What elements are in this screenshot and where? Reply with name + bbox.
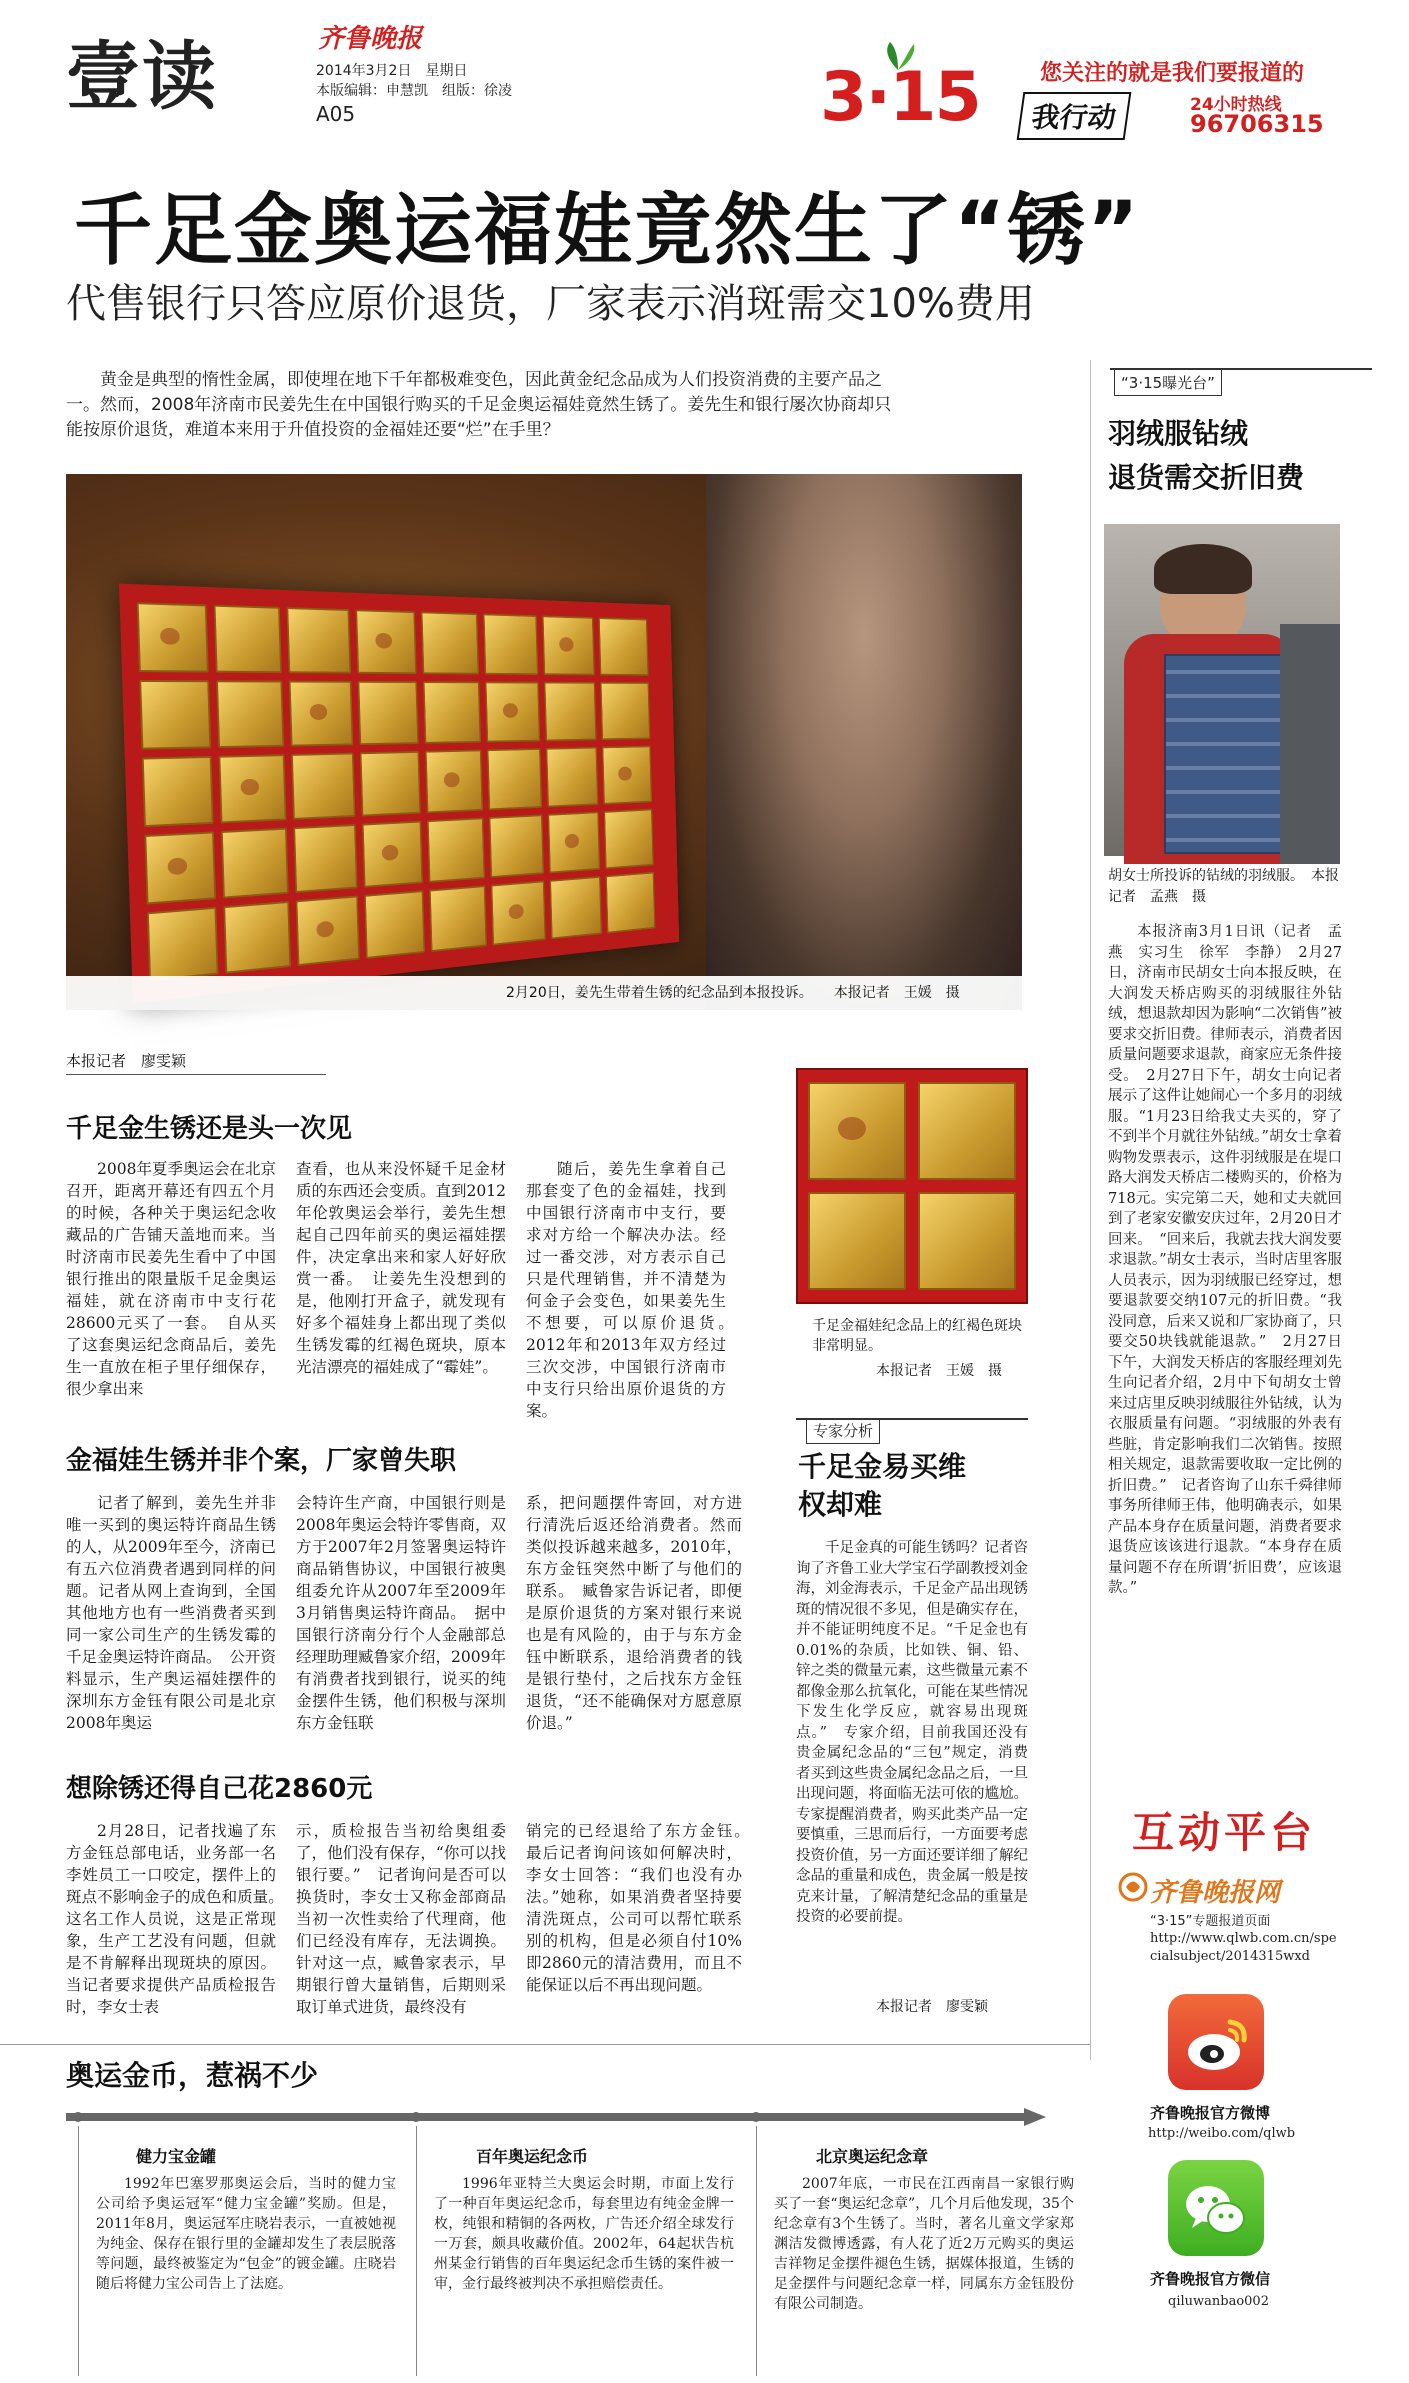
section-1-col-1: 2008年夏季奥运会在北京召开，距离开幕还有四五个月的时候，各种关于奥运纪念收藏品的广告铺天盖地而来。当时济南市民姜先生看中了中国银行推出的限量版千足金奥运福娃，就在济南市中支行花28600元买了一套。 自从买了这套奥运纪念商品后，姜先生一直放在柜子里仔细保存，很少拿出来 xyxy=(66,1160,276,1398)
gold-coin-tile xyxy=(604,809,654,869)
expert-text: 千足金真的可能生锈吗？记者咨询了齐鲁工业大学宝石学副教授刘金海，刘金海表示，千足金产品出现锈斑的情况很不多见，但是确实存在，并不能证明纯度不足。“千足金也有0.01%的杂质，比如铁、铜、铅、锌之类的微量元素，这些微量元素不都像金那么抗氧化，可能在某些情况下发生化学反应，就容易出现斑点。” 专家介绍，目前我国还没有贵金属纪念品的“三包”规定，消费者买到这些贵金属纪念品之后，一旦出现问题，将面临无法可依的尴尬。专家提醒消费者，购买此类产品一定要慎重，三思而后行，一方面要考虑投资价值，另一方面还要详细了解纪念品的重量和成色，贵金属一般是按克来计量，了解清楚纪念品的重量是投资的必要前提。 xyxy=(796,1540,1028,1925)
sidebar-tag: “3·15曝光台” xyxy=(1114,370,1222,396)
gold-coin-tile xyxy=(483,614,538,675)
expert-byline: 本报记者 廖雯颖 xyxy=(876,1999,988,2015)
main-photo xyxy=(66,474,1022,1010)
section-3-col-3: 销完的已经退给了东方金钰。 最后记者询问该如何解决时，李女士回答：“我们也没有办法。”她称，如果消费者坚持要清洗斑点，公司可以帮忙联系别的机构，但是必须自付10%即2860元的清洁费用，而且不能保证以后不再出现问题。 xyxy=(526,1822,758,1994)
hotline-number: 96706315 xyxy=(1190,110,1324,138)
gold-coin-tile xyxy=(423,681,481,743)
badge-number: 3·15 xyxy=(820,58,980,137)
timeline-item-3-heading: 北京奥运纪念章 xyxy=(816,2147,929,2166)
rust-spot xyxy=(309,704,327,719)
gold-coin-tile xyxy=(137,602,209,672)
gold-coin-tile xyxy=(427,817,485,882)
sidebar-title-line-2: 退货需交折旧费 xyxy=(1108,461,1305,494)
section-1-col-3: 随后，姜先生拿着自己那套变了色的金福娃，找到中国银行济南市中支行，要求对方给一个解决办法。经过一番交涉，对方表示自己只是代理销售，并不清楚为何金子会变色，如果姜先生不想要，可以原价退货。 2012年和2013年双方经过三次交涉，中国银行济南市中支行只给出原价退货的方案。 xyxy=(526,1160,742,1420)
gold-coin-tile xyxy=(289,681,353,747)
gold-coin-tile xyxy=(546,747,598,808)
rust-spot xyxy=(167,857,187,874)
section-3-col-1: 2月28日，记者找遍了东方金钰总部电话，业务部一名李姓员工一口咬定，摆件上的斑点不影响金子的成色和质量。 这名工作人员说，这是正常现象，生产工艺没有问题，但就是不肯解释出现斑块的原因。当记者要求提供产品质检报告时，李女士表 xyxy=(66,1822,292,2016)
rust-spot xyxy=(381,845,398,861)
editors-line: 本版编辑：申慧凯 组版：徐凌 xyxy=(316,83,512,99)
timeline-stem-3 xyxy=(756,2126,757,2376)
section-1-title: 千足金生锈还是头一次见 xyxy=(66,1114,353,1144)
gold-coin-tile xyxy=(600,682,650,740)
section-2-title: 金福娃生锈并非个案，厂家曾失职 xyxy=(66,1446,457,1476)
site-name: 齐鲁晚报网 xyxy=(1150,1878,1281,1908)
timeline-item-1-text: 1992年巴塞罗那奥运会后，当时的健力宝公司给予奥运冠军“健力宝金罐”奖励。但是，2011年8月，奥运冠军庄晓岩表示，一直被她视为纯金、保存在银行里的金罐却发生了表层脱落等问题，最终被鉴定为“包金”的镀金罐。庄晓岩随后将健力宝公司告上了法庭。 xyxy=(96,2176,396,2292)
gold-coin-tile xyxy=(296,896,360,967)
gold-coin-tile xyxy=(489,814,544,877)
detail-photo-caption: 千足金福娃纪念品上的红褐色斑块非常明显。 xyxy=(812,1318,1022,1354)
section-title: 壹读 xyxy=(66,34,218,120)
section-2-col-2: 会特许生产商，中国银行则是2008年奥运会特许零售商，双方于2007年2月签署奥运特许商品销售协议，中国银行被奥组委允许从2007年至2009年3月销售奥运特许商品。 据中国银行济南分行个人金融部总经理助理臧鲁家介绍，2009年有消费者找到银行，说买的纯金摆件生锈，他们积极与深圳东方金钰联 xyxy=(296,1494,506,1732)
timeline-item-3-text: 2007年底，一市民在江西南昌一家银行购买了一套“奥运纪念章”，几个月后他发现，35个纪念章有3个生锈了。当时，著名儿童文学家郑渊洁发微博透露，有人花了近2万元购买的奥运吉祥物足金摆件褪色生锈，据媒体报道，生锈的足金摆件与问题纪念章一样，同属东方金钰股份有限公司制造。 xyxy=(774,2176,1074,2312)
gold-coin-tile xyxy=(293,824,357,893)
timeline-title: 奥运金币，惹祸不少 xyxy=(66,2059,319,2092)
gold-coin-tile xyxy=(291,753,355,820)
hotline-label: 24小时热线 xyxy=(1190,95,1282,115)
issue-date: 2014年3月2日 星期日 xyxy=(316,63,468,79)
timeline-item-2-heading: 百年奥运纪念币 xyxy=(476,2147,589,2166)
sidebar-title-line-1: 羽绒服钻绒 xyxy=(1108,417,1249,450)
campaign-action: 我行动 xyxy=(1017,92,1132,140)
section-3-col-2: 示，质检报告当初给奥组委了，他们没有保存，“你可以找银行要。” 记者询问是否可以换货时，李女士又称金部商品当初一次性卖给了代理商，他们已经没有库存，无法调换。针对这一点，臧鲁家表示，早期银行曾大量销售，后期则采取订单式进货，最终没有 xyxy=(296,1822,506,2016)
gold-coin-tile xyxy=(223,901,291,974)
rust-spot xyxy=(240,779,259,795)
weixin-id: qiluwanbao002 xyxy=(1168,2294,1269,2309)
rust-spot xyxy=(375,633,392,648)
weixin-icon[interactable] xyxy=(1168,2160,1264,2256)
gold-coin-tile xyxy=(550,876,602,939)
section-1-col-2: 查看，也从来没怀疑千足金材质的东西还会变质。直到2012年伦敦奥运会举行，姜先生想起自己四年前买的奥运福娃摆件，决定拿出来和家人好好欣赏一番。 让姜先生没想到的是，他刚打开盒子，就发现有好多个福娃身上都出现了类似生锈发霉的红褐色斑块，原本光洁漂亮的福娃成了“霉娃”。 xyxy=(296,1160,506,1376)
rust-spot xyxy=(160,628,180,645)
timeline-item-2-text: 1996年亚特兰大奥运会时期，市面上发行了一种百年奥运纪念币，每套里边有纯金金牌一枚，纯银和精铜的各两枚，广告还介绍全球发行一万套，颇具收藏价值。2002年，64起状告杭州某金行销售的百年奥运纪念币生锈的案件被一审，金行最终被判决不承担赔偿责任。 xyxy=(434,2176,734,2292)
expert-label: 专家分析 xyxy=(806,1418,880,1444)
campaign-slogan: 您关注的就是我们要报道的 xyxy=(1040,61,1305,86)
gold-coin-tile xyxy=(425,750,483,814)
detail-photo xyxy=(796,1068,1028,1304)
headline: 千足金奥运福娃竟然生了“锈” xyxy=(74,186,1141,276)
gold-coin-tile xyxy=(139,680,211,750)
gold-coin-tile xyxy=(144,831,216,904)
detail-coin-grid xyxy=(808,1082,1018,1292)
gold-coin-tile xyxy=(364,890,425,959)
jacket-grey xyxy=(1280,624,1340,864)
gold-coin-tile xyxy=(548,812,600,874)
coin-grid xyxy=(137,602,668,983)
byline-rule xyxy=(66,1074,326,1075)
timeline-stem-2 xyxy=(416,2126,417,2376)
site-desc: “3·15”专题报道页面 xyxy=(1150,1914,1271,1929)
timeline-top-rule xyxy=(0,2044,1090,2045)
rust-spot xyxy=(503,703,519,717)
gold-coin-tile xyxy=(360,751,421,816)
rust-spot xyxy=(443,772,459,787)
paper-logo: 齐鲁晚报 xyxy=(318,24,423,54)
gold-coin-tile xyxy=(214,605,282,673)
gold-coin-tile xyxy=(147,907,219,982)
weibo-icon[interactable] xyxy=(1168,1994,1264,2090)
gold-coin-tile xyxy=(421,612,479,675)
section-2-col-1: 记者了解到，姜先生并非唯一买到的奥运特许商品生锈的人，从2009年至今，济南已有五六位消费者遇到同样的问题。记者从网上查询到，全国其他地方也有一些消费者买到同一家公司生产的生锈发霉的千足金奥运特许商品。 公开资料显示，生产奥运福娃摆件的深圳东方金钰有限公司是北京2008年奥运 xyxy=(66,1494,276,1732)
gold-coin-tile xyxy=(287,607,352,673)
expert-title: 千足金易买维权却难 xyxy=(798,1450,967,1521)
detail-photo-credit: 本报记者 王媛 摄 xyxy=(876,1363,1002,1379)
gold-coin-tile xyxy=(356,609,417,674)
gold-coin-tile xyxy=(602,746,652,805)
woman-hair xyxy=(1154,544,1252,594)
timeline-item-1-heading: 健力宝金罐 xyxy=(136,2147,217,2166)
rust-spot xyxy=(508,904,524,920)
rust-spot xyxy=(559,637,574,651)
masthead xyxy=(0,0,1409,140)
person-silhouette xyxy=(706,474,1022,1010)
interactive-title: 互动平台 xyxy=(1132,1808,1317,1857)
gold-coin-tile xyxy=(216,680,284,748)
section-3-title: 想除锈还得自己花2860元 xyxy=(66,1774,373,1804)
gold-coin-tile xyxy=(219,754,287,823)
gold-coin-tile xyxy=(542,615,595,675)
gold-coin-tile xyxy=(598,617,648,675)
sidebar-text: 本报济南3月1日讯（记者 孟燕 实习生 徐军 李静） 2月27日，济南市民胡女士向本报反映，在大润发天桥店购买的羽绒服往外钻绒，想退款却因为影响“二次销售”被要求交折旧费。律师表示，消费者因质量问题要求退款，商家应无条件接受。 2月27日下午，胡女士向记者展示了这件让她闹心一个多月的羽绒服。“1月23日给我丈夫买的，穿了不到半个月就往外钻绒。”胡女士拿着购物发票表示，这件羽绒服是在堤口路大润发天桥店二楼购买的，价格为718元。实完第二天，她和丈夫就回到了老家安徽安庆过年，2月20日才回来。 “回来后，我就去找大润发要求退款。”胡女士表示，当时店里客服人员表示，因为羽绒服已经穿过，想要退款要交纳107元的折旧费。“我没同意，后来又说和厂家协商了，只要交50块钱就能退款。” 2月27日下午，大润发天桥店的客服经理刘先生向记者介绍，2月中下旬胡女士曾来过店里反映羽绒服往外钻绒，认为衣服质量有问题。“羽绒服的外表有些脏，肯定影响我们二次销售。按照相关规定，退款需要收取一定比例的折旧费。” 记者咨询了山东千舜律师事务所律师王伟，他明确表示，如果产品本身存在质量问题，消费者要求退货应该该进行退款。“本身存在质量问题不存在所谓‘折旧费’，应该退款。” xyxy=(1108,924,1342,1596)
site-url[interactable]: http://www.qlwb.com.cn/specialsubject/2014315wxd xyxy=(1150,1931,1337,1964)
gold-coin-tile xyxy=(808,1192,906,1290)
gold-coin-tile xyxy=(362,821,423,888)
rust-spot xyxy=(618,767,632,781)
weibo-label: 齐鲁晚报官方微博 xyxy=(1150,2104,1271,2122)
gold-coin-tile xyxy=(606,872,656,934)
gold-coin-tile xyxy=(142,756,214,827)
gold-coin-tile xyxy=(358,681,419,745)
campaign-badge xyxy=(820,40,1000,135)
lead-paragraph: 黄金是典型的惰性金属，即使埋在地下千年都极难变色，因此黄金纪念品成为人们投资消费的主要产品之一。然而，2008年济南市民姜先生在中国银行购买的千足金奥运福娃竟然生锈了。姜先生和银行屡次协商却只能按原价退货，难道本来用于升值投资的金福娃还要“烂”在手里？ xyxy=(66,370,892,440)
weixin-label: 齐鲁晚报官方微信 xyxy=(1150,2270,1271,2288)
section-2-col-3: 系，把问题摆件寄回，对方进行清洗后返还给消费者。然而类似投诉越来越多，2010年，东方金钰突然中断了与他们的联系。 臧鲁家告诉记者，即便是原价退货的方案对银行来说也是有风险的，由于与东方金钰中断联系，退给消费者的钱是银行垫付，之后找东方金钰退货，“还不能确保对方愿意原价退。” xyxy=(526,1494,742,1732)
gold-coin-tile xyxy=(429,885,487,952)
subheadline: 代售银行只答应原价退货，厂家表示消斑需交10%费用 xyxy=(66,281,1035,327)
gold-coin-tile xyxy=(808,1082,906,1180)
timeline-stem-1 xyxy=(78,2126,79,2376)
gold-coin-tile xyxy=(487,748,542,810)
sidebar-photo xyxy=(1104,524,1340,856)
rust-spot xyxy=(316,921,334,938)
rust-spot xyxy=(564,834,579,849)
display-board xyxy=(119,584,679,1004)
column-divider xyxy=(1090,360,1091,2060)
rust-spot xyxy=(838,1117,866,1141)
timeline-arrow xyxy=(66,2108,1046,2126)
weibo-url[interactable]: http://weibo.com/qlwb xyxy=(1148,2126,1296,2141)
byline: 本报记者 廖雯颖 xyxy=(66,1052,187,1070)
main-photo-caption: 2月20日，姜先生带着生锈的纪念品到本报投诉。 本报记者 王媛 摄 xyxy=(506,985,960,1001)
gold-coin-tile xyxy=(491,881,546,946)
page-number: A05 xyxy=(316,102,356,126)
site-logo-icon xyxy=(1118,1872,1148,1902)
gold-coin-tile xyxy=(544,682,597,741)
gold-coin-tile xyxy=(918,1192,1016,1290)
gold-coin-tile xyxy=(918,1082,1016,1180)
sidebar-photo-caption: 胡女士所投诉的钻绒的羽绒服。 本报记者 孟燕 摄 xyxy=(1108,868,1339,905)
gold-coin-tile xyxy=(485,682,540,743)
gold-coin-tile xyxy=(221,828,289,899)
